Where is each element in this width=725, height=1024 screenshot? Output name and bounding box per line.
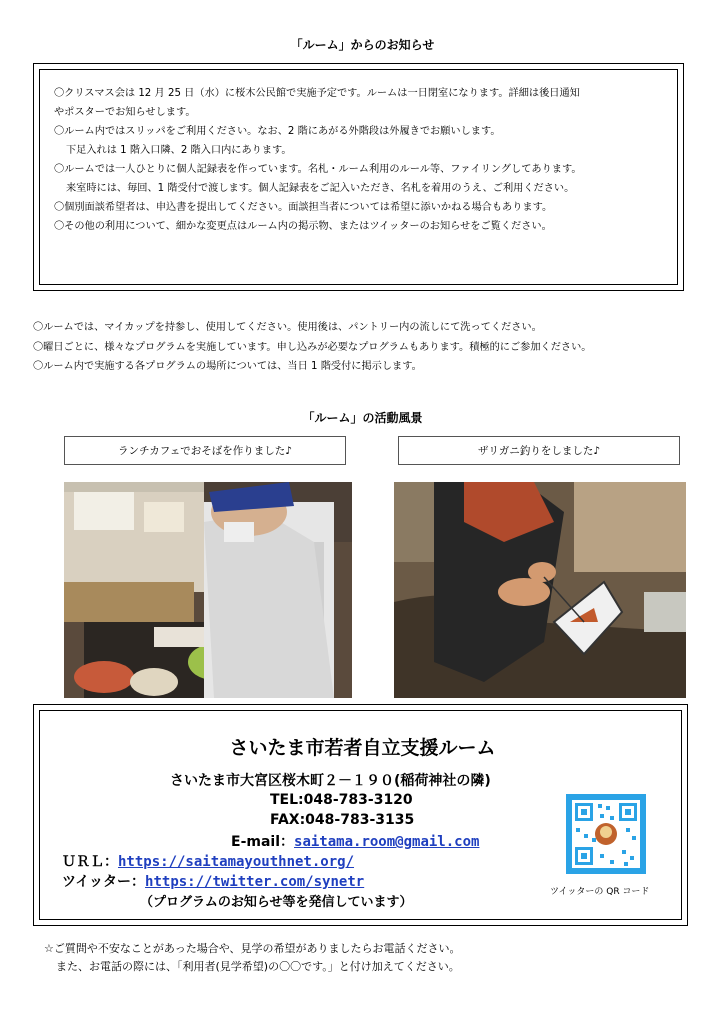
qr-caption: ツイッターの QR コード [550,887,650,897]
notice-title: 「ルーム」からのお知らせ [290,38,435,52]
twitter-link[interactable]: https://twitter.com/synetr [145,874,365,890]
org-name: さいたま市若者自立支援ルーム [229,737,496,759]
crayfish-fishing-photo [394,482,686,698]
notice-line: やポスターでお知らせします。 [54,107,196,118]
email-link[interactable]: saitama.room@gmail.com [294,834,480,850]
extra-notes [33,318,703,377]
notice-list [54,84,674,236]
fax: FAX:048-783-3135 [270,812,415,828]
email-row [231,831,479,851]
extra-note: 〇ルームでは、マイカップを持参し、使用してください。使用後は、パントリー内の流しにて洗ってください。 [33,322,542,333]
email-label: E-mail： [231,834,295,850]
extra-note: 〇ルーム内で実施する各プログラムの場所については、当日 1 階受付に掲示します。 [33,361,422,372]
lunch-cafe-photo [64,482,352,698]
bottom-note: また、お電話の際には、「利用者(見学希望)の〇〇です。」と付け加えてください。 [56,960,460,973]
url-label: ＵＲＬ： [62,854,118,870]
extra-note: 〇曜日ごとに、様々なプログラムを実施しています。申し込みが必要なプログラムもあります。積極的にご参加ください。 [33,341,592,353]
bottom-note: ☆ご質問や不安なことがあった場合や、見学の希望がありましたらお電話ください。 [44,942,461,955]
photo2-caption: ザリガニ釣りをしました♪ [398,436,680,465]
url-link[interactable]: https://saitamayouthnet.org/ [118,854,355,870]
tel: TEL:048-783-3120 [270,792,413,808]
activities-title: 「ルーム」の活動風景 [302,411,423,425]
photo1-caption: ランチカフェでおそばを作りました♪ [64,436,346,465]
url-row [62,851,354,871]
twitter-note: （プログラムのお知らせ等を発信しています） [140,895,413,910]
notice-line: 〇クリスマス会は 12 月 25 日（水）に桜木公民館で実施予定です。ルームは一日閉室になります。詳細は後日通知 [54,88,580,99]
notice-line: 来室時には、毎回、1 階受付で渡します。個人記録表をご記入いただき、名札を着用のうえ、ご利用ください。 [66,183,575,194]
twitter-qr-code[interactable] [566,794,646,874]
address: さいたま市大宮区桜木町２－１９０(稲荷神社の隣) [170,773,491,789]
twitter-label: ツイッター： [62,874,146,890]
notice-line: 〇ルームでは一人ひとりに個人記録表を作っています。名札・ルーム利用のルール等、ファイリングしてあります。 [54,164,582,175]
notice-line: 下足入れは 1 階入口隣、2 階入口内にあります。 [66,145,292,156]
notice-line: 〇ルーム内ではスリッパをご利用ください。なお、2 階にあがる外階段は外履きでお願いします。 [54,126,501,137]
notice-line: 〇個別面談希望者は、申込書を提出してください。面談担当者については希望に添いかねる場合もあります。 [54,202,553,213]
notice-line: 〇その他の利用について、細かな変更点はルーム内の掲示物、またはツイッターのお知らせをご覧ください。 [54,221,552,232]
twitter-row [62,871,364,891]
